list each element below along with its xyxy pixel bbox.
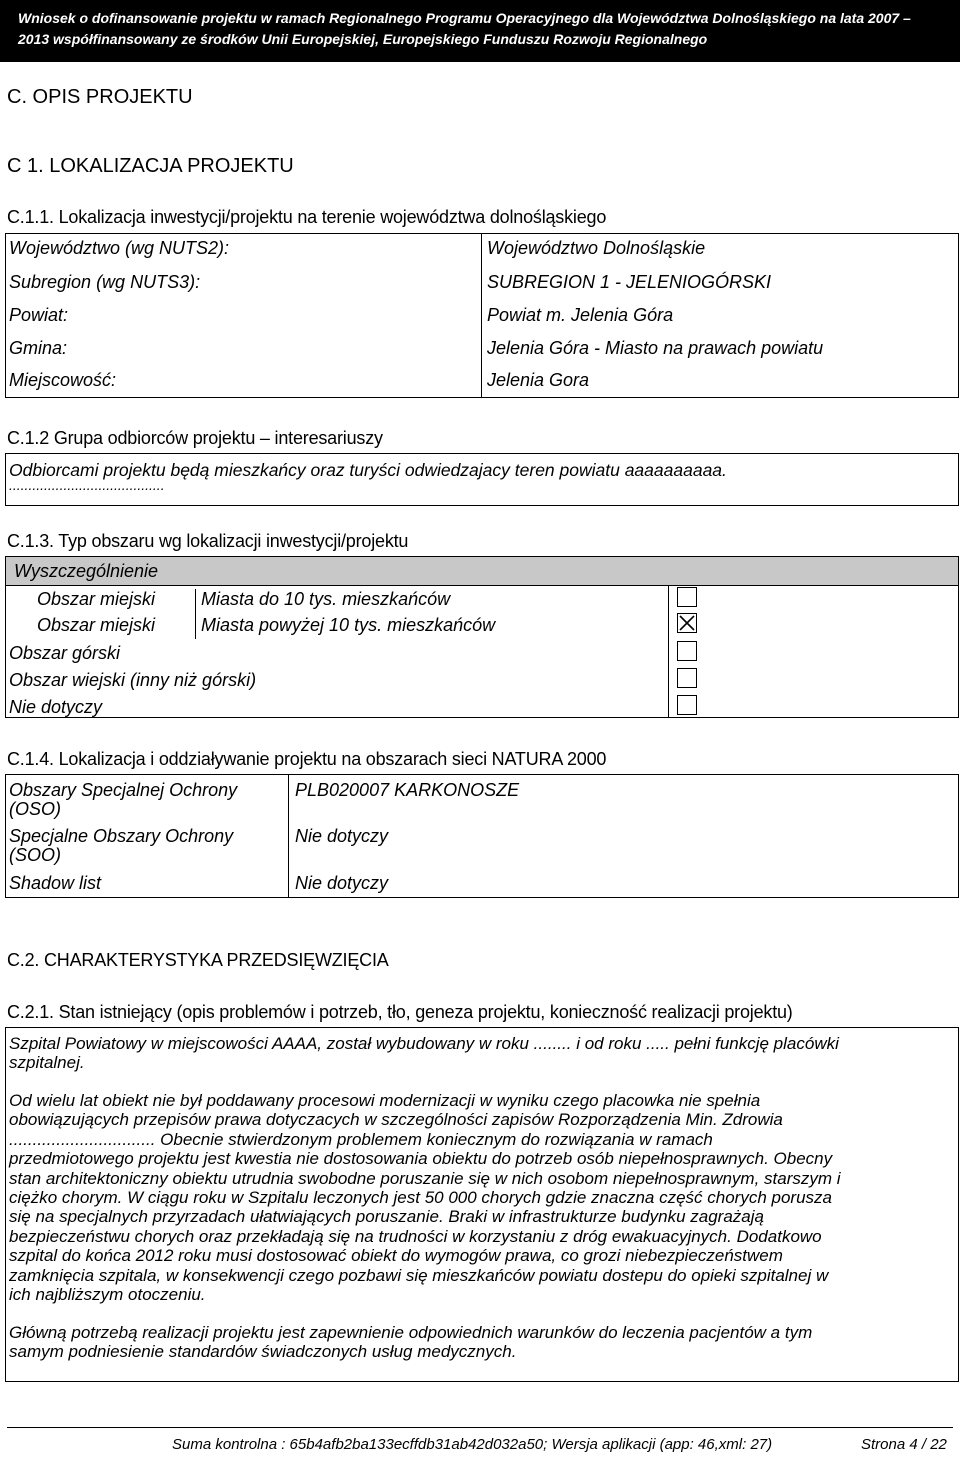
c21-paragraph-3 (9, 1323, 812, 1362)
text-line: ich najbliższym otoczeniu. (9, 1285, 206, 1305)
text-line: ............................... Obecnie stwierdzonym problemem koniecznym do rozwiązania w ramach (9, 1129, 713, 1149)
c12-title: C.1.2 Grupa odbiorców projektu – interesariuszy (7, 428, 383, 448)
header-line-2: 2013 współfinansowany ze środków Unii Europejskiej, Europejskiego Funduszu Rozwoju Regionalnego (18, 31, 708, 47)
c21-title: C.2.1. Stan istniejący (opis problemów i potrzeb, tło, geneza projektu, konieczność realizacji projektu) (7, 1002, 793, 1022)
c11-divider (481, 234, 482, 397)
c11-title: C.1.1. Lokalizacja inwestycji/projektu na terenie województwa dolnośląskiego (7, 207, 607, 227)
c13-label: Obszar miejski (37, 615, 156, 635)
text-line: szpitalnej. (9, 1053, 85, 1073)
c11-value: Jelenia Gora (487, 370, 590, 390)
c14-value: PLB020007 KARKONOSZE (295, 780, 520, 800)
c13-title: C.1.3. Typ obszaru wg lokalizacji inwestycji/projektu (7, 531, 409, 551)
c21-paragraph-2 (9, 1091, 841, 1304)
document-header (0, 0, 960, 62)
c13-label: Nie dotyczy (9, 697, 103, 717)
checkbox-unchecked[interactable] (677, 587, 697, 607)
c13-label: Obszar górski (9, 643, 121, 663)
check-cross-icon (678, 614, 696, 632)
section-c-title: C. OPIS PROJEKTU (7, 86, 193, 108)
text-line: ciężko chorym. W ciągu roku w Szpitalu leczonych jest 50 000 chorych gdzie znaczna część chorych porusza (9, 1188, 832, 1208)
text-line: zamknięcia szpitala, w konsekwencji czego pozbawi się mieszkańców powiatu dostepu do opieki szpitalnej w (9, 1265, 829, 1285)
c14-value: Nie dotyczy (295, 826, 389, 846)
footer-page-number: Strona 4 / 22 (861, 1436, 947, 1453)
c11-label: Miejscowość: (9, 370, 117, 390)
c11-label: Gmina: (9, 338, 68, 358)
checkbox-unchecked[interactable] (677, 641, 697, 661)
c11-value: Powiat m. Jelenia Góra (487, 305, 674, 325)
c11-value: SUBREGION 1 - JELENIOGÓRSKI (487, 272, 772, 292)
checkbox-unchecked[interactable] (677, 695, 697, 715)
checkbox-checked[interactable] (677, 613, 697, 633)
header-line-1: Wniosek o dofinansowanie projektu w ramach Regionalnego Programu Operacyjnego dla Województwa Dolnośląskiego na lata 2007 – (18, 10, 911, 26)
c14-label: Obszary Specjalnej Ochrony (9, 780, 238, 800)
c11-value: Województwo Dolnośląskie (487, 238, 706, 258)
c14-label: Specjalne Obszary Ochrony (9, 826, 234, 846)
c11-label: Subregion (wg NUTS3): (9, 272, 201, 292)
c11-label: Województwo (wg NUTS2): (9, 238, 230, 258)
checkbox-unchecked[interactable] (677, 668, 697, 688)
text-line: się na specjalnych przyrzadach ułatwiających poruszanie. Braki w infrastrukturze budynku zagrażają (9, 1207, 764, 1227)
c14-label: Shadow list (9, 873, 102, 893)
c12-text: Odbiorcami projektu będą mieszkańcy oraz turyści odwiedzajacy teren powiatu aaaaaaaaaa. (9, 460, 727, 480)
c13-label: Obszar miejski (37, 589, 156, 609)
c12-dots: ........................................ (9, 477, 165, 493)
footer-divider (7, 1427, 953, 1428)
c13-checkbox-column-divider (668, 585, 669, 717)
c11-label: Powiat: (9, 305, 69, 325)
c14-title: C.1.4. Lokalizacja i oddziaływanie projektu na obszarach sieci NATURA 2000 (7, 749, 607, 769)
text-line: obowiązujących przepisów prawa dotyczacych w szczególności zapisów Rozporządzenia Min. Zdrowia (9, 1110, 783, 1130)
c11-value: Jelenia Góra - Miasto na prawach powiatu (487, 338, 824, 358)
c14-label-abbr: (OSO) (9, 799, 61, 819)
c13-sub: Miasta do 10 tys. mieszkańców (201, 589, 451, 609)
c13-sub: Miasta powyżej 10 tys. mieszkańców (201, 615, 496, 635)
c2-title: C.2. CHARAKTERYSTYKA PRZEDSIĘWZIĘCIA (7, 950, 389, 970)
text-line: samym podniesienie standardów świadczonych usług medycznych. (9, 1342, 517, 1362)
text-line: szpital do końca 2012 roku musi dostosować obiekt do wymogów prawa, co grozi niebezpieczeństwem (9, 1246, 783, 1266)
text-line: Od wielu lat obiekt nie był poddawany procesowi modernizacji w wyniku czego placowka nie spełnia (9, 1091, 761, 1110)
text-line: bezpieczeństwu chorych oraz przekładają się na trudności w korzystaniu z dróg ewakuacyjnych. Dodatkowo (9, 1226, 822, 1246)
text-line: Główną potrzebą realizacji projektu jest zapewnienie odpowiednich warunków do leczenia pacjentów a tym (9, 1323, 813, 1342)
footer-checksum: Suma kontrolna : 65b4afb2ba133ecffdb31ab42d032a50; Wersja aplikacji (app: 46,xml: 27) (172, 1436, 773, 1453)
c13-label: Obszar wiejski (inny niż górski) (9, 670, 257, 690)
text-line: stan architektoniczny obiektu utrudnia swobodne poruszanie się w nich osobom niepełnosprawnym, starszym i (9, 1168, 841, 1188)
text-line: przedmiotowego projektu jest kwestia nie dostosowania obiektu do potrzeb osób niepełnosprawnych. Obecny (9, 1149, 833, 1169)
c14-divider (288, 775, 289, 897)
c13-sub-divider (195, 589, 196, 639)
text-line: Szpital Powiatowy w miejscowości AAAA, został wybudowany w roku ........ i od roku ..... pełni funkcję placówki (9, 1034, 839, 1053)
c13-header: Wyszczególnienie (5, 556, 959, 586)
c14-label-abbr: (SOO) (9, 845, 61, 865)
c14-value: Nie dotyczy (295, 873, 389, 893)
section-c1-title: C 1. LOKALIZACJA PROJEKTU (7, 155, 294, 177)
c21-paragraph-1 (9, 1034, 839, 1073)
